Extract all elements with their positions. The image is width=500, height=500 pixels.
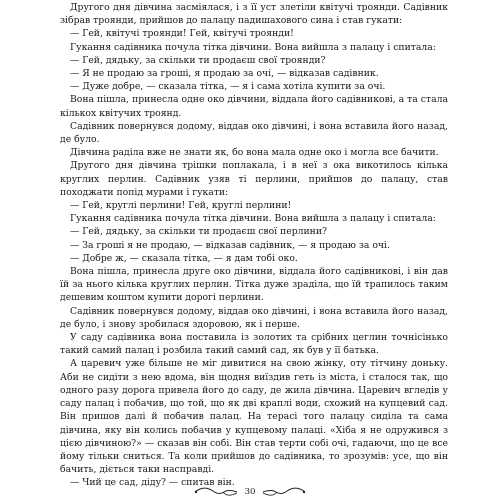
story-text bbox=[60, 1, 448, 490]
paragraph: — Я не продаю за гроші, я продаю за очі, — відказав садівник. bbox=[70, 68, 379, 80]
paragraph: Дівчина раділа вже не знати як, бо вона мала одне око і могла все бачити. bbox=[70, 147, 439, 159]
paragraph: — Дуже добре, — сказала тітка, — я і сама хотіла купити за очі. bbox=[70, 81, 386, 93]
right-ornament-icon bbox=[261, 487, 307, 497]
paragraph: У саду садівника вона поставила із золотих та срібних цеглин точнісінько такий самий палац і розбила такий самий сад, як був у її батька. bbox=[60, 332, 448, 357]
paragraph: — За гроші я не продаю, — відказав садівник, — я продаю за очі. bbox=[70, 239, 390, 251]
page-footer bbox=[0, 487, 500, 497]
paragraph: Другого дня дівчина трішки поплакала, і в неї з ока викотилось кілька круглих перлин. Садівник узяв ті перлини, прийшов до палацу, став походжати попід мурами і гукати: bbox=[60, 160, 448, 198]
paragraph: — Добре ж, — сказала тітка, — я дам тобі око. bbox=[70, 252, 298, 264]
paragraph: Садівник повернувся додому, віддав око дівчині, і вона вставила його назад, де було, і знову зробилася здоровою, як і перше. bbox=[60, 305, 448, 330]
left-ornament-icon bbox=[193, 487, 239, 497]
paragraph: — Гей, дядьку, за скільки ти продаєш свої перлини? bbox=[70, 226, 327, 238]
paragraph: Гукання садівника почула тітка дівчини. Вона вийшла з палацу і спитала: bbox=[70, 41, 436, 53]
paragraph: — Гей, дядьку, за скільки ти продаєш свої троянди? bbox=[70, 54, 326, 66]
paragraph: Вона пішла, принесла одне око дівчини, віддала його садівникові, а та стала кількох квітучих троянд. bbox=[60, 94, 448, 119]
paragraph: Вона пішла, принесла друге око дівчини, віддала його садівникові, і він дав їй за нього кілька круглих перлин. Тітка дуже зраділа, що їй трапилось таким дешевим коштом купити дорогі перлини. bbox=[60, 266, 448, 304]
paragraph: Садівник повернувся додому, віддав око дівчині, і вона вставила його назад, де було. bbox=[60, 120, 448, 146]
paragraph: А царевич уже більше не міг дивитися на свою жінку, оту тітчину доньку. Аби не сидіти з нею вдома, він щодня виїздив геть із міста, і сталося так, що одного разу дорога привела його до саду, де жила дівчина. Царевич вгледів у саду палац і побачив, що той, що як дві краплі води, схожий на купцевий сад. Він пришов далі й побачив палац. На терасі того палацу сиділа та сама дівчина, яку він колись побачив у купцевому палаці. «Хіба я не одружився з цією дівчиною?» — сказав він собі. Він став терти собі очі, гадаючи, що це все йому тільки сниться. Та коли прийшов до садівника, то зрозумів: усе, що він бачить, діється таки насправді. bbox=[60, 358, 448, 476]
paragraph: — Гей, круглі перлини! Гей, круглі перлини! bbox=[70, 200, 292, 212]
paragraph: — Гей, квітучі троянди! Гей, квітучі троянди! bbox=[70, 28, 294, 40]
paragraph: — Чий це сад, діду? — спитав він. bbox=[70, 477, 235, 489]
page-number: 30 bbox=[244, 487, 256, 497]
paragraph: Другого дня дівчина засміялася, і з її уст злетіли квітучі троянди. Садівник зібрав троянди, прийшов до палацу падишахового сина і став гукати: bbox=[60, 2, 448, 27]
paragraph: Гукання садівника почула тітка дівчини. Вона вийшла з палацу і спитала: bbox=[70, 213, 436, 225]
